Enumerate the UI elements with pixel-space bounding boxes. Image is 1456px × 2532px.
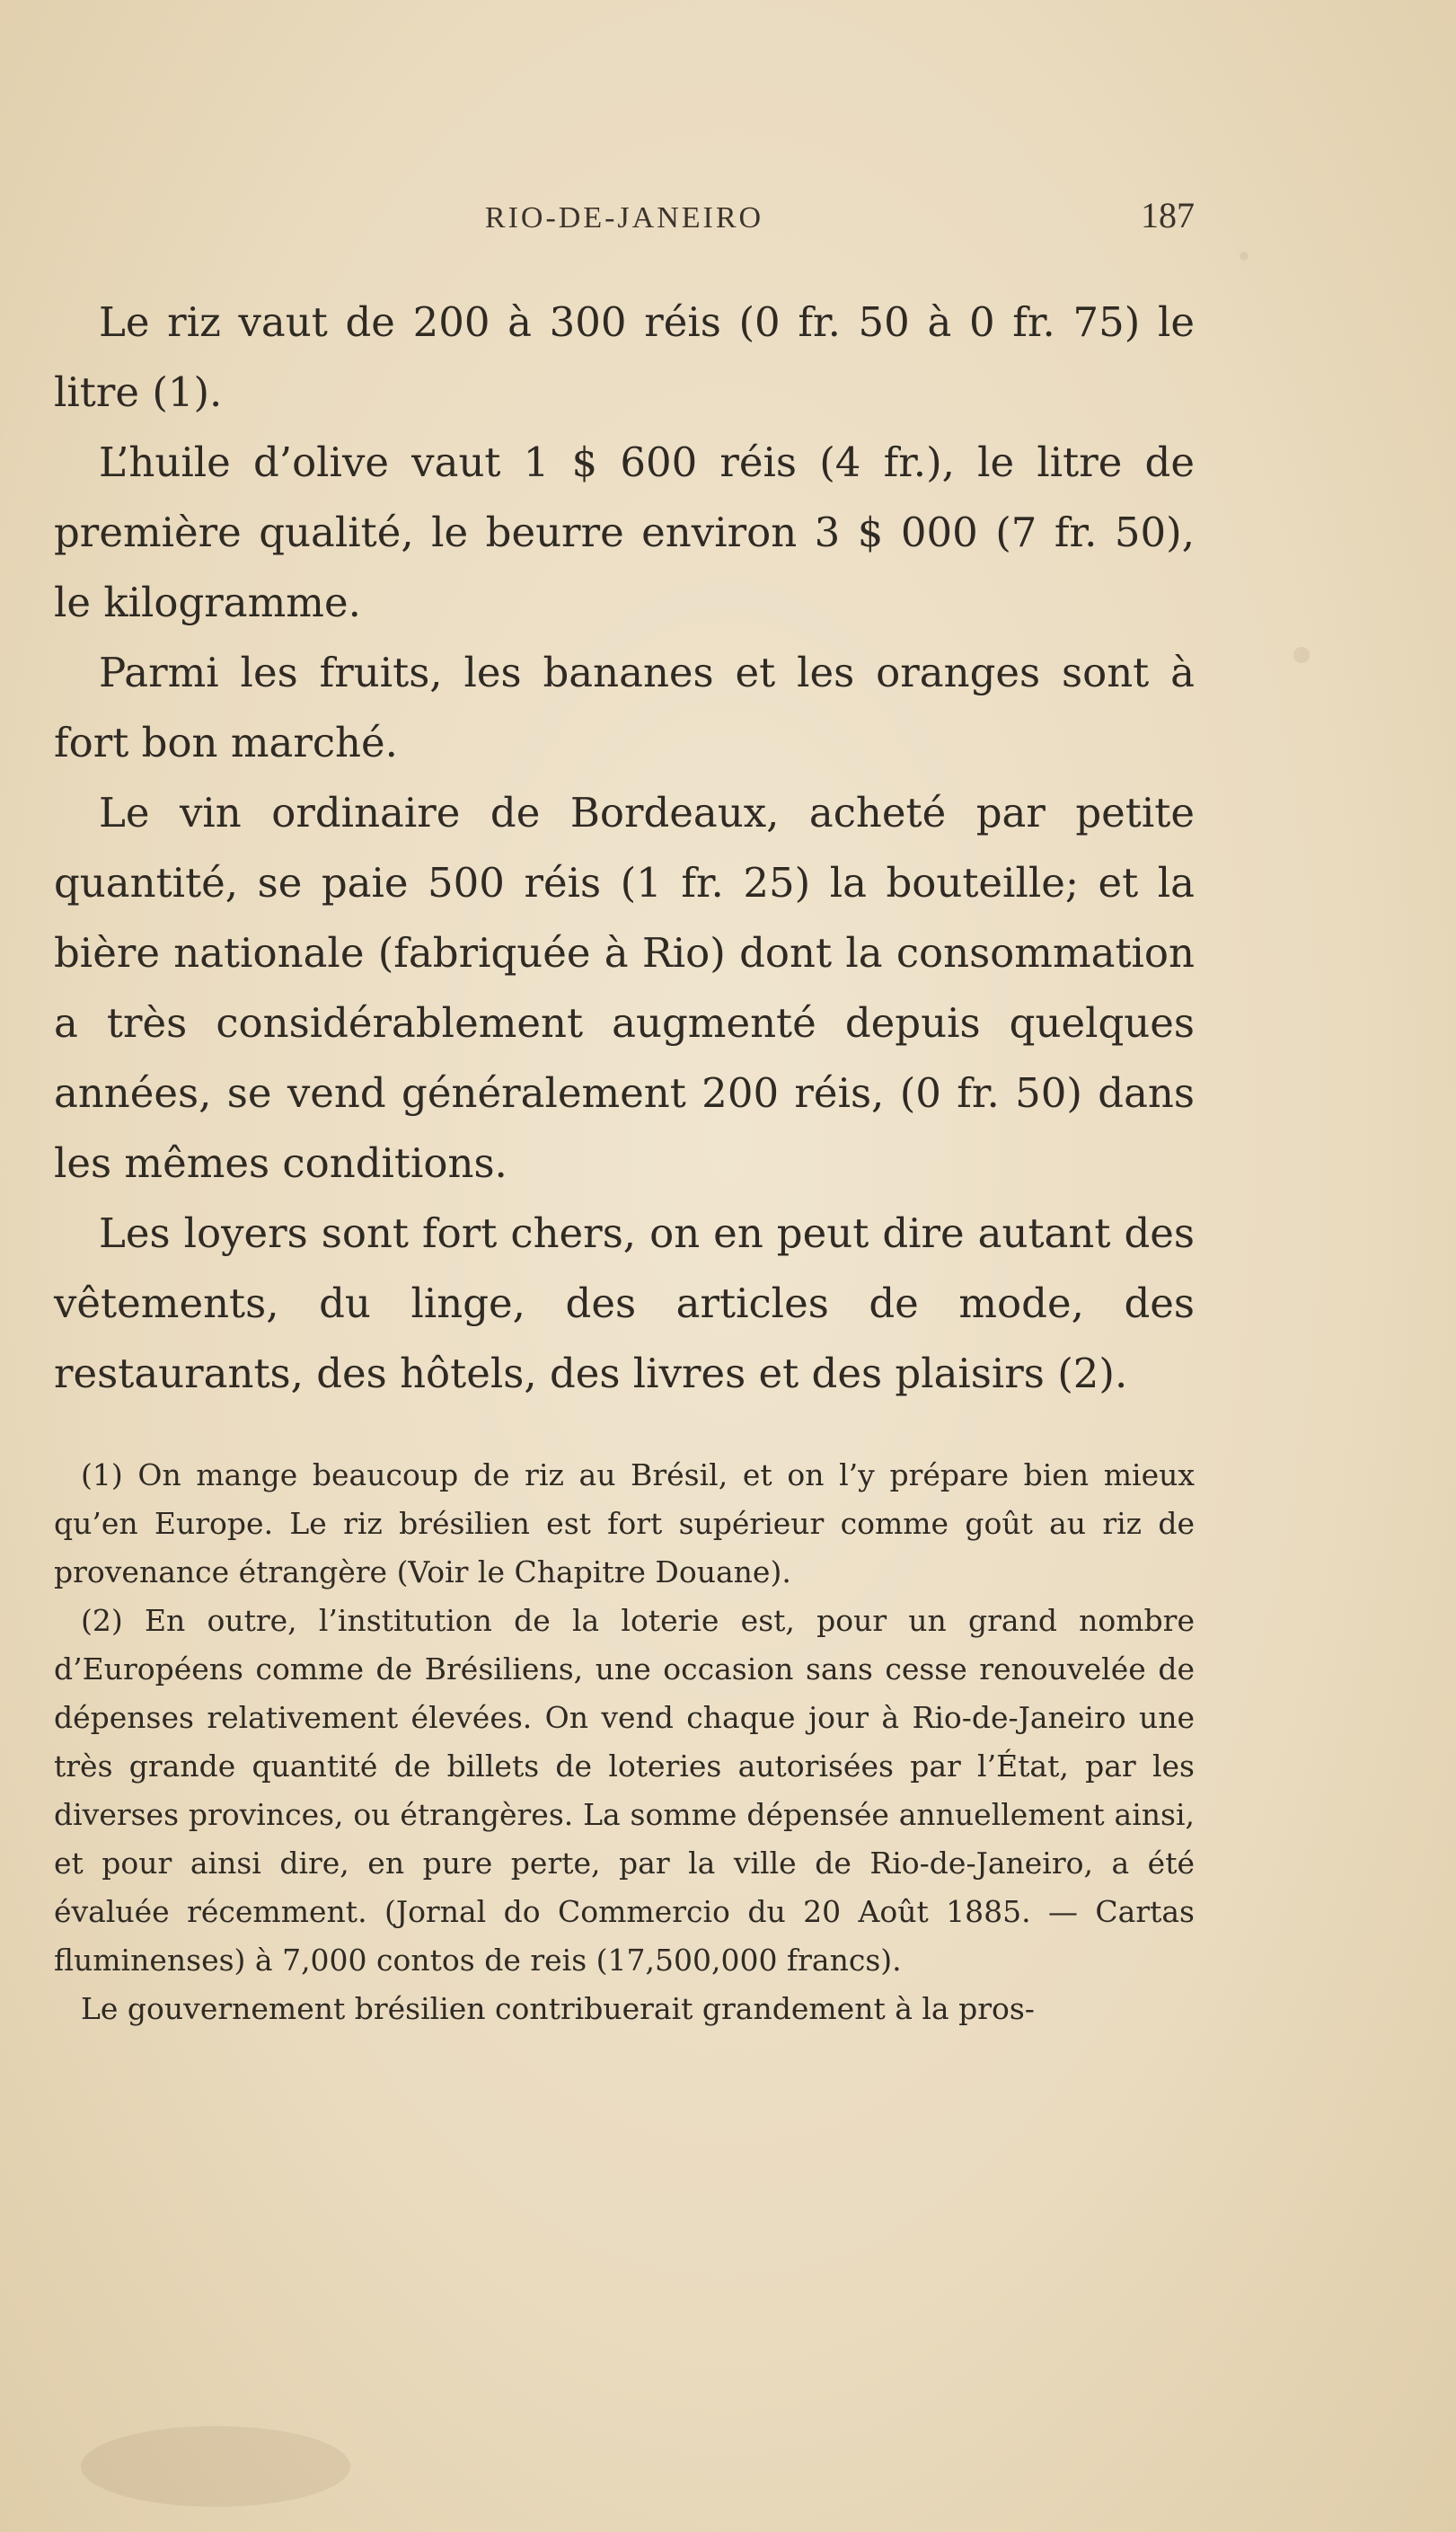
foxing-stain <box>81 2426 350 2507</box>
paragraph: Parmi les fruits, les bananes et les oranges sont à fort bon marché. <box>54 649 1195 766</box>
running-title: RIO-DE-JANEIRO <box>484 201 764 235</box>
footnotes <box>54 1451 1195 2033</box>
foxing-stain <box>1240 252 1249 261</box>
paragraph: Les loyers sont fort chers, on en peut dire autant des vêtements, du linge, des articles de mode, des restaurants, des hôtels, des livres et des plaisirs (2). <box>54 1209 1195 1397</box>
paragraph: Le riz vaut de 200 à 300 réis (0 fr. 50 à 0 fr. 75) le litre (1). <box>54 298 1195 416</box>
paragraph: Le vin ordinaire de Bordeaux, acheté par petite quantité, se paie 500 réis (1 fr. 25) la bouteille; et la bière nationale (fabriquée à Rio) dont la consommation a très considérablement augmenté depuis quelques années, se vend généralement 200 réis, (0 fr. 50) dans les mêmes conditions. <box>54 789 1195 1187</box>
paragraph: L’huile d’olive vaut 1 $ 600 réis (4 fr.), le litre de première qualité, le beurre environ 3 $ 000 (7 fr. 50), le kilogramme. <box>54 438 1195 626</box>
foxing-stain <box>1293 647 1310 663</box>
footnote: (1) On mange beaucoup de riz au Brésil, et on l’y prépare bien mieux qu’en Europe. Le riz brésilien est fort supérieur comme goût au riz de provenance étrangère (Voir le Chapitre Douane). <box>54 1457 1195 1589</box>
body-text <box>54 288 1195 1409</box>
footnote: Le gouvernement brésilien contribuerait grandement à la pros- <box>81 1991 1035 2026</box>
footnote: (2) En outre, l’institution de la loterie est, pour un grand nombre d’Européens comme de Brésiliens, une occasion sans cesse renouvelée de dépenses relativement élevées. On vend chaque jour à Rio-de-Janeiro une très grande quantité de billets de loteries autorisées par l’État, par les diverses provinces, ou étrangères. La somme dépensée annuellement ainsi, et pour ainsi dire, en pure perte, par la ville de Rio-de-Janeiro, a été évaluée récemment. (Jornal do Commercio du 20 Août 1885. — Cartas fluminenses) à 7,000 contos de reis (17,500,000 francs). <box>54 1603 1195 1978</box>
page-number: 187 <box>1141 195 1195 235</box>
page-header <box>54 190 1195 244</box>
